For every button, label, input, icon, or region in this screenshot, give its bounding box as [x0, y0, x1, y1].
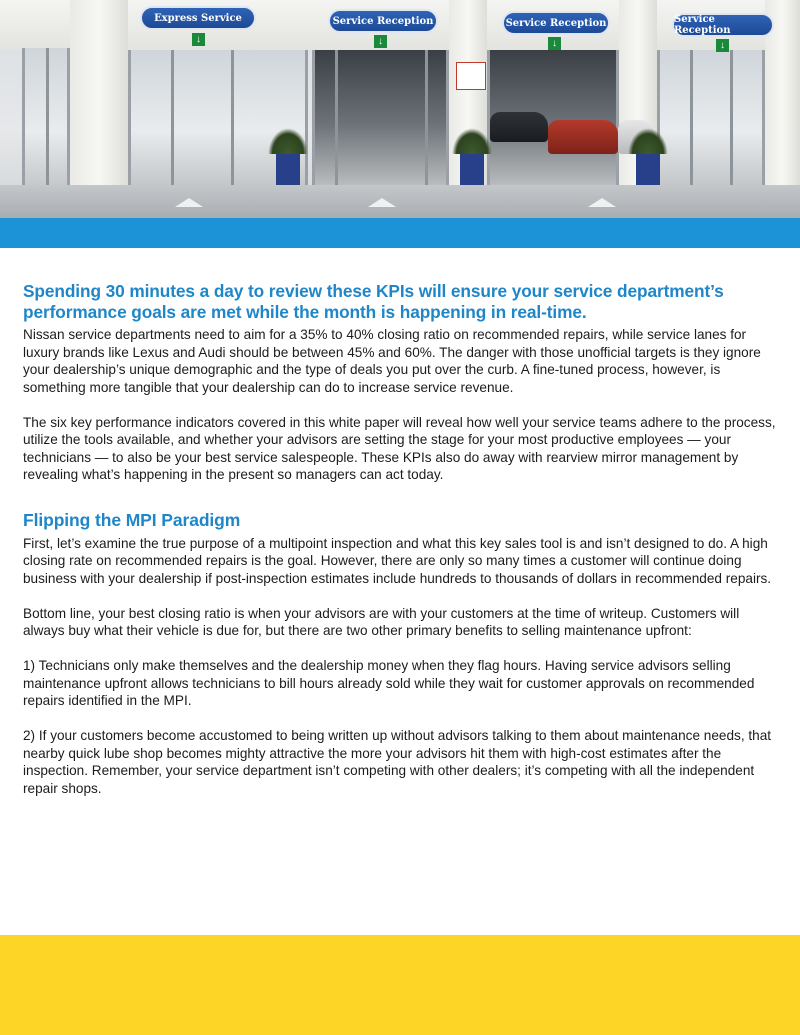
- hero-photo: [0, 0, 800, 218]
- header-accent-band: [0, 218, 800, 248]
- down-arrow-icon: ↓: [374, 35, 387, 48]
- down-arrow-icon: ↓: [192, 33, 205, 46]
- section-paragraph: 2) If your customers become accustomed to being written up without advisors talking to them about maintenance needs, that nearby quick lube shop becomes mighty attractive the more your advisors hit them with high-cost estimates after the inspection. Remember, your service department isn’t competing with other dealers; it’s competing with all the independent repair shops.: [23, 728, 772, 796]
- section-paragraph: Bottom line, your best closing ratio is when your advisors are with your customers at the time of writeup. Customers will always buy what their vehicle is due for, but there are two other primary benefits to selling maintenance upfront:: [23, 605, 740, 638]
- sign-label: Service Reception: [674, 14, 731, 36]
- red-car: [548, 120, 618, 154]
- section-paragraph: 1) Technicians only make themselves and the dealership money when they flag hours. Having service advisors selling maintenance upfront allows technicians to bill hours already sold while they wait for customer approvals on recommended repairs identified in the MPI.: [23, 658, 755, 708]
- potted-plant: [636, 150, 660, 190]
- texas-flag-sign: [456, 62, 486, 90]
- potted-plant: [460, 150, 484, 190]
- section-title: Flipping the MPI Paradigm: [23, 509, 241, 530]
- entrance-door: [22, 48, 70, 188]
- service-reception-sign: [502, 11, 610, 35]
- dark-car: [490, 112, 548, 142]
- service-reception-sign: [328, 9, 438, 33]
- service-bay-4: [657, 50, 765, 185]
- floor-arrow-icon: [368, 198, 396, 207]
- express-service-sign: [140, 6, 256, 30]
- section-paragraph: First, let’s examine the true purpose of a multipoint inspection and what this key sales tool is and isn’t designed to do. A high closing rate on recommended repairs is the goal. However, there are only so many times a customer will continue doing business with your dealership if post-inspection estimates include hundreds to thousands of dollars in recommended repairs.: [23, 535, 772, 586]
- sign-label: Service Reception: [332, 15, 434, 27]
- down-arrow-icon: ↓: [716, 39, 729, 52]
- floor-arrow-icon: [588, 198, 616, 207]
- service-reception-sign: [672, 13, 774, 37]
- article-headline: Spending 30 minutes a day to review these KPIs will ensure your service department’s performance goals are met while the month is happening in real-time.: [23, 281, 724, 322]
- footer-accent-band: [0, 935, 800, 1035]
- sign-label: Service Reception: [505, 17, 607, 29]
- article-body: [23, 281, 783, 797]
- potted-plant: [276, 150, 300, 190]
- service-bay-2: [312, 50, 449, 185]
- intro-paragraph: Nissan service departments need to aim for a 35% to 40% closing ratio on recommended repairs, while service lanes for luxury brands like Lexus and Audi should be between 45% and 60%. The danger with those unofficial targets is they ignore your dealership’s unique demographic and the type of deals you put over the curb. A fine-tuned process, however, is something more tangible that your dealership can do to increase service revenue.: [23, 327, 761, 395]
- sign-label: Express Service: [154, 12, 242, 24]
- down-arrow-icon: ↓: [548, 37, 561, 50]
- intro-paragraph: The six key performance indicators covered in this white paper will reveal how well your service teams adhere to the process, utilize the tools available, and whether your advisors are setting the stage for your most productive employees — your technicians — to also be your best service salespeople. These KPIs also do away with rearview mirror management by revealing what’s happening in the present so managers can act today.: [23, 414, 776, 482]
- building-column: [70, 0, 128, 185]
- floor-arrow-icon: [175, 198, 203, 207]
- driveway-floor: [0, 185, 800, 218]
